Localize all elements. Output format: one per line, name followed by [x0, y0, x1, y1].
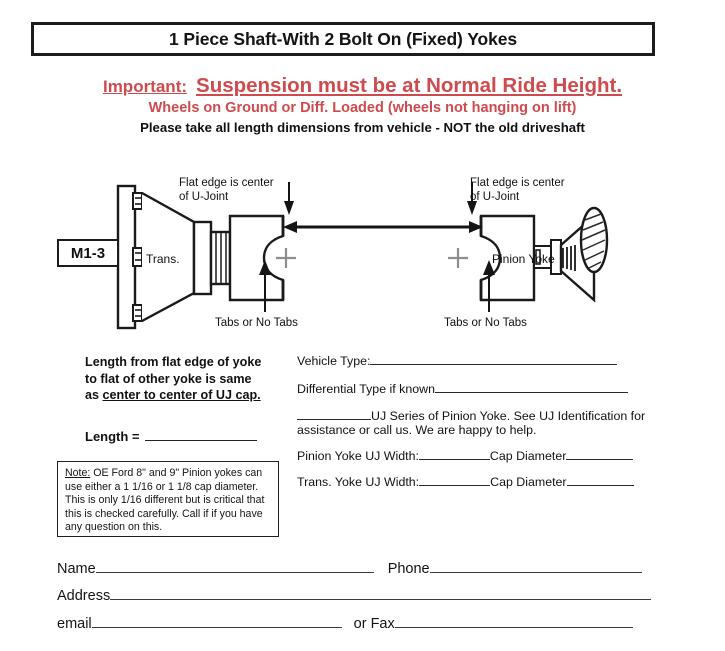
- length-dimension-arrow: [283, 221, 483, 233]
- note-lead: Note:: [65, 467, 91, 479]
- callout-arrow-flat-edge-left: [284, 182, 294, 215]
- pinion-yoke-uj-width-input[interactable]: [419, 448, 490, 460]
- address-input[interactable]: [110, 586, 651, 600]
- warning-headline: [0, 74, 725, 98]
- email-fax-row: [57, 614, 633, 632]
- phone-input[interactable]: [430, 559, 642, 573]
- title-box: [31, 22, 655, 56]
- label-flat-edge-left: [179, 176, 274, 205]
- length-line1: Length from flat edge of yoke: [85, 355, 262, 369]
- differential-type-row: [297, 381, 628, 396]
- pinion-yoke-uj-width-row: [297, 448, 633, 463]
- warning-subline: Wheels on Ground or Diff. Loaded (wheels not hanging on lift): [148, 100, 577, 116]
- measurement-instruction: Please take all length dimensions from vehicle - NOT the old driveshaft: [140, 120, 585, 135]
- length-line3-underlined: center to center of UJ cap.: [102, 388, 261, 402]
- label-flat-edge-right: [470, 176, 565, 205]
- uj-center-cross-right: [448, 248, 468, 268]
- flat-edge-right-line2: of U-Joint: [470, 191, 520, 204]
- uj-series-input[interactable]: [297, 408, 371, 420]
- vehicle-type-input[interactable]: [370, 353, 617, 365]
- page-title: 1 Piece Shaft-With 2 Bolt On (Fixed) Yokes: [169, 28, 517, 49]
- flat-edge-right-line1: Flat edge is center: [470, 177, 565, 189]
- length-input-blank[interactable]: [145, 428, 257, 441]
- fax-label: or Fax: [353, 616, 395, 632]
- address-row: [57, 586, 651, 604]
- pinion-cap-diameter-label: Cap Diameter: [489, 449, 567, 463]
- name-phone-row: [57, 559, 642, 577]
- uj-series-row: [297, 408, 647, 437]
- vehicle-type-label: Vehicle Type:: [297, 354, 371, 368]
- vehicle-type-row: [297, 353, 617, 368]
- length-line3-prefix: as: [85, 388, 103, 402]
- differential-type-input[interactable]: [435, 381, 628, 393]
- length-line2: to flat of other yoke is same: [85, 371, 252, 386]
- ford-cap-diameter-note: [57, 461, 279, 537]
- email-label: email: [57, 616, 92, 632]
- flat-edge-left-line1: Flat edge is center: [179, 177, 274, 189]
- length-instructions: [85, 354, 310, 404]
- trans-yoke-uj-width-row: [297, 474, 634, 489]
- length-label: Length =: [85, 429, 140, 444]
- uj-series-text: UJ Series of Pinion Yoke. See UJ Identification for assistance or call us. We are happy to help.: [297, 409, 646, 437]
- address-label: Address: [57, 588, 111, 604]
- name-label: Name: [57, 561, 96, 577]
- trans-yoke-uj-width-label: Trans. Yoke UJ Width:: [297, 475, 420, 489]
- phone-label: Phone: [387, 561, 430, 577]
- trans-cap-diameter-label: Cap Diameter: [490, 475, 567, 489]
- name-input[interactable]: [96, 559, 374, 573]
- label-tabs-left: Tabs or No Tabs: [215, 317, 298, 329]
- flat-edge-left-line2: of U-Joint: [179, 191, 229, 204]
- label-trans: Trans.: [146, 252, 180, 266]
- label-tabs-right: Tabs or No Tabs: [444, 317, 527, 329]
- form-code-badge: M1-3: [57, 239, 119, 267]
- trans-cap-diameter-input[interactable]: [567, 474, 634, 486]
- pinion-cap-diameter-input[interactable]: [566, 448, 633, 460]
- suspension-headline: Suspension must be at Normal Ride Height.: [196, 74, 623, 97]
- email-input[interactable]: [92, 614, 342, 628]
- length-input-row: [85, 428, 257, 444]
- note-body: OE Ford 8" and 9" Pinion yokes can use either a 1 1/16 or 1 1/8 cap diameter. This is only 1/16 different but is critical that this is checked carefully. Call if if you have any question on this.: [65, 467, 265, 534]
- differential-type-label: Differential Type if known: [297, 382, 435, 396]
- fax-input[interactable]: [395, 614, 633, 628]
- important-label: Important:: [102, 77, 188, 96]
- pinion-yoke-uj-width-label: Pinion Yoke UJ Width:: [297, 449, 419, 463]
- trans-yoke-uj-width-input[interactable]: [419, 474, 490, 486]
- label-pinion-yoke: Pinion Yoke: [492, 252, 555, 266]
- uj-center-cross-left: [276, 248, 296, 268]
